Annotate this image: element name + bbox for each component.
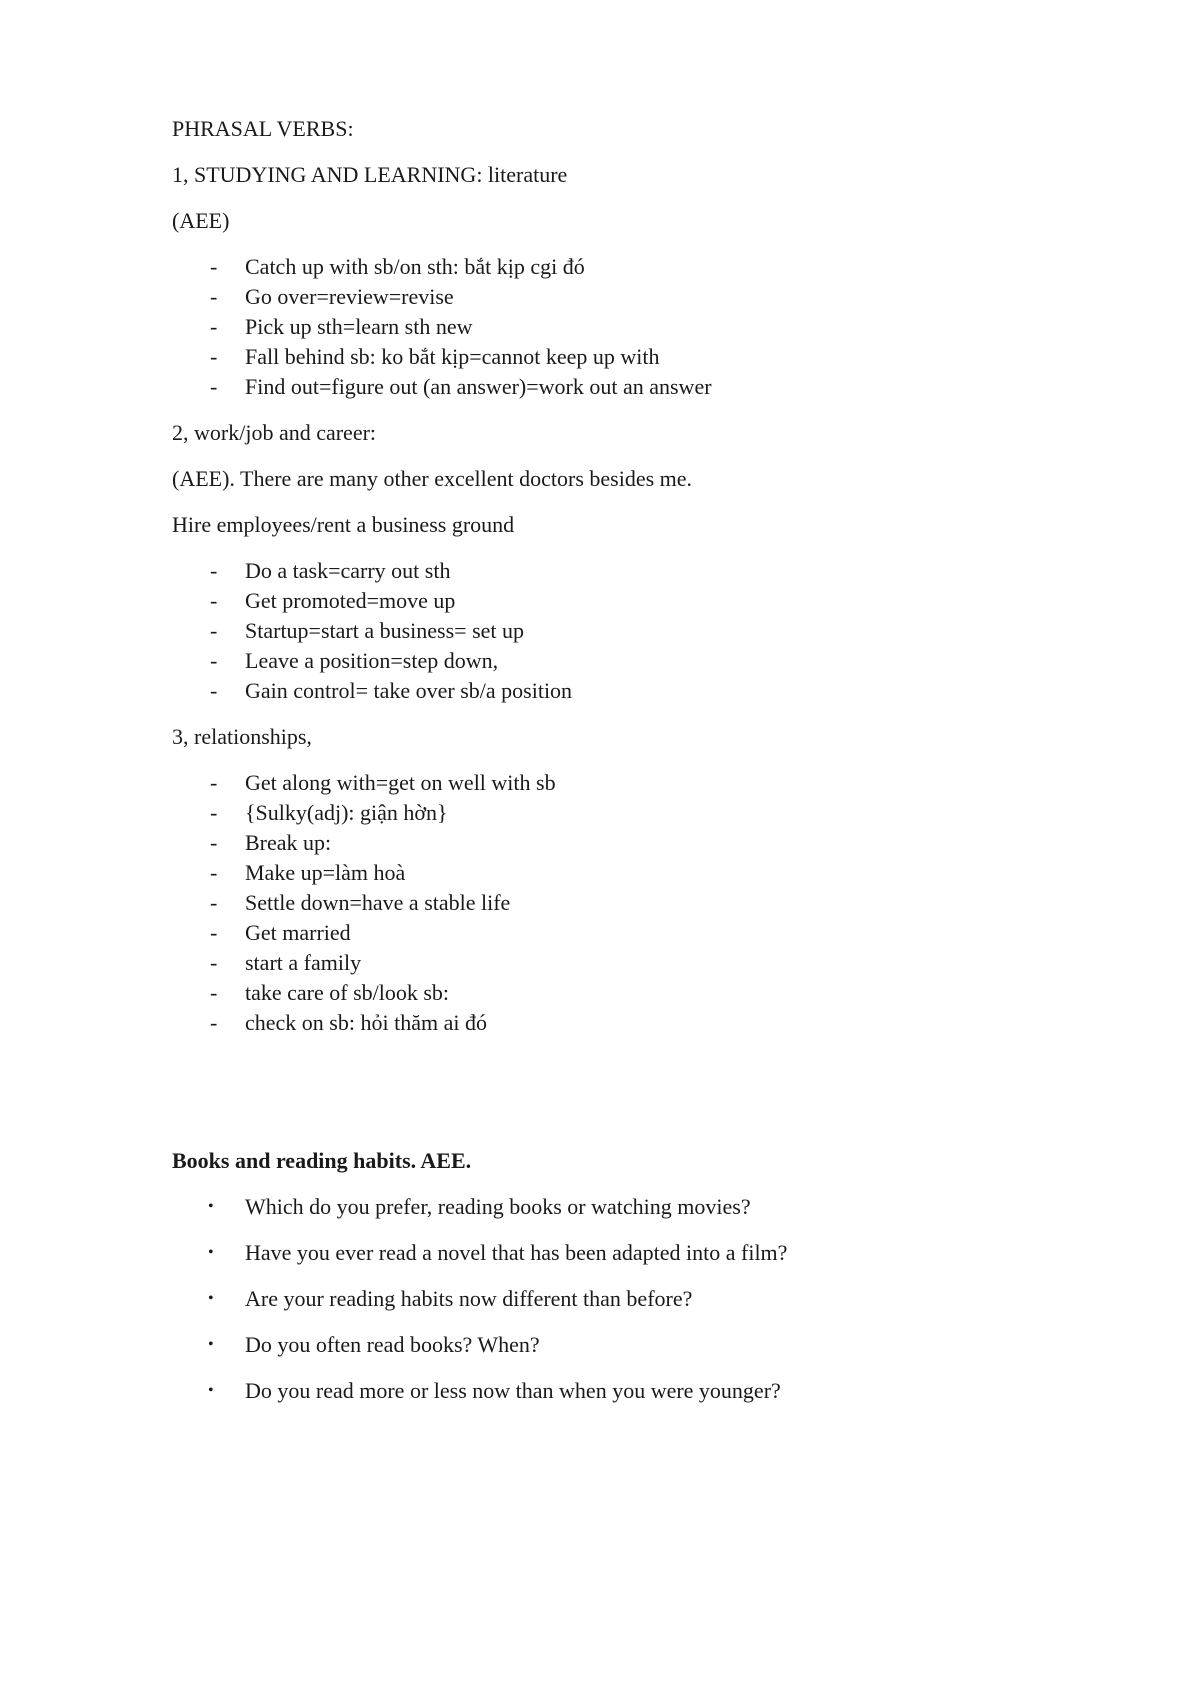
dash-marker: -: [210, 1010, 218, 1035]
dash-marker: -: [210, 678, 218, 703]
list-item: - start a family: [172, 948, 1072, 978]
dash-marker: -: [210, 890, 218, 915]
list-item: - Settle down=have a stable life: [172, 888, 1072, 918]
section1-heading: 1, STUDYING AND LEARNING: literature: [172, 162, 568, 187]
dash-marker: -: [210, 588, 218, 613]
bullet-marker: •: [208, 1382, 214, 1399]
section4-list: [172, 1192, 1072, 1406]
list-item: - Get married: [172, 918, 1072, 948]
dash-marker: -: [210, 950, 218, 975]
dash-marker: -: [210, 344, 218, 369]
dash-marker: -: [210, 284, 218, 309]
bullet-marker: •: [208, 1198, 214, 1215]
dash-marker: -: [210, 800, 218, 825]
section3-heading: 3, relationships,: [172, 724, 312, 749]
document-content: [172, 114, 1072, 1422]
dash-marker: -: [210, 980, 218, 1005]
list-item: - Catch up with sb/on sth: bắt kịp cgi đó: [172, 252, 1072, 282]
bullet-marker: •: [208, 1336, 214, 1353]
section3-list: [172, 768, 1072, 1038]
list-item: - Go over=review=revise: [172, 282, 1072, 312]
list-item: - Get along with=get on well with sb: [172, 768, 1072, 798]
dash-marker: -: [210, 618, 218, 643]
list-item: - Find out=figure out (an answer)=work out an answer: [172, 372, 1072, 402]
dash-marker: -: [210, 254, 218, 279]
list-item: • Have you ever read a novel that has been adapted into a film?: [172, 1238, 1072, 1268]
dash-marker: -: [210, 314, 218, 339]
dash-marker: -: [210, 770, 218, 795]
list-item: - check on sb: hỏi thăm ai đó: [172, 1008, 1072, 1038]
list-item: - Break up:: [172, 828, 1072, 858]
bullet-marker: •: [208, 1290, 214, 1307]
bullet-marker: •: [208, 1244, 214, 1261]
list-item: - {Sulky(adj): giận hờn}: [172, 798, 1072, 828]
section2-heading: 2, work/job and career:: [172, 420, 377, 445]
section2-list: [172, 556, 1072, 706]
dash-marker: -: [210, 648, 218, 673]
section2-note: (AEE). There are many other excellent doctors besides me.: [172, 466, 693, 491]
list-item: - Fall behind sb: ko bắt kịp=cannot keep up with: [172, 342, 1072, 372]
list-item: - Make up=làm hoà: [172, 858, 1072, 888]
section2-subnote: Hire employees/rent a business ground: [172, 512, 515, 537]
section4-heading: Books and reading habits. AEE.: [172, 1148, 472, 1173]
dash-marker: -: [210, 860, 218, 885]
blank-space: [172, 1054, 1072, 1146]
list-item: - Pick up sth=learn sth new: [172, 312, 1072, 342]
list-item: • Do you often read books? When?: [172, 1330, 1072, 1360]
list-item: - Startup=start a business= set up: [172, 616, 1072, 646]
list-item: - Leave a position=step down,: [172, 646, 1072, 676]
section1-list: [172, 252, 1072, 402]
dash-marker: -: [210, 558, 218, 583]
document-title: PHRASAL VERBS:: [172, 116, 354, 141]
list-item: - Get promoted=move up: [172, 586, 1072, 616]
dash-marker: -: [210, 920, 218, 945]
dash-marker: -: [210, 830, 218, 855]
section1-note: (AEE): [172, 208, 230, 233]
list-item: - take care of sb/look sb:: [172, 978, 1072, 1008]
list-item: - Gain control= take over sb/a position: [172, 676, 1072, 706]
list-item: - Do a task=carry out sth: [172, 556, 1072, 586]
list-item: • Do you read more or less now than when you were younger?: [172, 1376, 1072, 1406]
list-item: • Which do you prefer, reading books or watching movies?: [172, 1192, 1072, 1222]
list-item: • Are your reading habits now different than before?: [172, 1284, 1072, 1314]
dash-marker: -: [210, 374, 218, 399]
